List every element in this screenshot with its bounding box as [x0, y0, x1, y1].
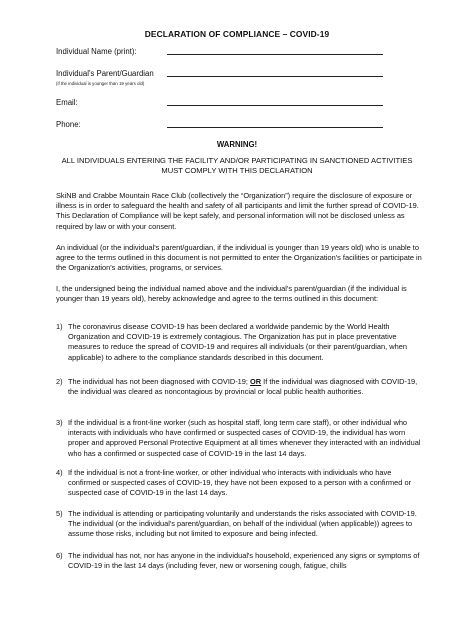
list-item [56, 322, 422, 363]
item-number: 3) [56, 418, 63, 427]
unable-paragraph: An individual (or the individual's parent/guardian, if the individual is younger than 19 years old) who is unable to agree to the terms outlined in this document is not permitted to enter the Organization's facilities or participate in the Organization's activities, programs, or services. [56, 243, 422, 273]
phone-label: Phone: [56, 120, 81, 129]
item-number: 6) [56, 551, 63, 560]
item-text [68, 377, 422, 397]
email-line[interactable] [167, 105, 383, 106]
document-title: DECLARATION OF COMPLIANCE – COVID-19 [144, 29, 330, 39]
list-item [56, 468, 422, 499]
item-text: If the individual is not a front-line worker, or other individual who interacts with individuals who have confirmed or suspected cases of COVID-19, they have not been exposed to a person with a confirmed or suspected case of COVID-19 in the last 14 days. [68, 468, 412, 498]
parent-note: (if the individual is younger than 19 years old) [56, 81, 145, 86]
intro-paragraph: SkiNB and Crabbe Mountain Race Club (collectively the “Organization”) require the disclosure of exposure or illness is in order to safeguard the health and safety of all participants and limit the further spread of COVID-19. This Declaration of Compliance will be kept safely, and personal information will not be disclosed unless as required by law or with your consent. [56, 191, 419, 231]
undersigned-paragraph: I, the undersigned being the individual named above and the individual's parent/guardian (if the individual is younger than 19 years old), hereby acknowledge and agree to the terms outlined in this document: [56, 284, 407, 304]
list-item [56, 418, 422, 459]
compliance-notice: ALL INDIVIDUALS ENTERING THE FACILITY AND/OR PARTICIPATING IN SANCTIONED ACTIVITIES MUST COMPLY WITH THIS DECLARATION [61, 156, 413, 176]
item-text: The individual is attending or participating voluntarily and understands the risks associated with COVID-19. The individual (or the individual's parent/guardian, on behalf of the individual (when applicable)) agrees to assume those risks, including but not limited to exposure and being infected. [68, 509, 417, 539]
item-text: The individual has not, nor has anyone in the individual's household, experienced any signs or symptoms of COVID-19 in the last 14 days (including fever, new or worsening cough, fatigue, chills [68, 551, 420, 571]
parent-label: Individual's Parent/Guardian [56, 69, 154, 78]
name-line[interactable] [167, 54, 383, 55]
warning-heading: WARNING! [216, 140, 258, 149]
list-item [56, 551, 422, 571]
item-number: 2) [56, 377, 63, 386]
item-text: If the individual is a front-line worker (such as hospital staff, long term care staff), or other individual who interacts with individuals who have confirmed or suspected cases of COVID-19, the individual has worn proper and approved Personal Protective Equipment at all times whenever they interacted with an individual who has a confirmed or suspected case of COVID-19 in the last 14 days. [68, 418, 421, 458]
item-number: 5) [56, 509, 63, 518]
or-emphasis: OR [250, 377, 262, 386]
item-text: The coronavirus disease COVID-19 has been declared a worldwide pandemic by the World Health Organization and COVID-19 is extremely contagious. The Organization has put in place preventative measures to reduce the spread of COVID-19 and requires all individuals (or their parent/guardian, when applicable) to adhere to the compliance standards described in this document. [68, 322, 407, 362]
list-item [56, 377, 422, 397]
item-text-part: The individual has not been diagnosed with COVID-19; [68, 377, 251, 386]
parent-line[interactable] [167, 76, 383, 77]
list-item [56, 509, 422, 540]
item-number: 1) [56, 322, 63, 331]
name-label: Individual Name (print): [56, 47, 137, 56]
email-label: Email: [56, 98, 78, 107]
item-text-part: If the individual was diagnosed with COVID-19, the individual was cleared as noncontagious by provincial or local public health authorities. [68, 377, 418, 397]
item-number: 4) [56, 468, 63, 477]
phone-line[interactable] [167, 127, 383, 128]
